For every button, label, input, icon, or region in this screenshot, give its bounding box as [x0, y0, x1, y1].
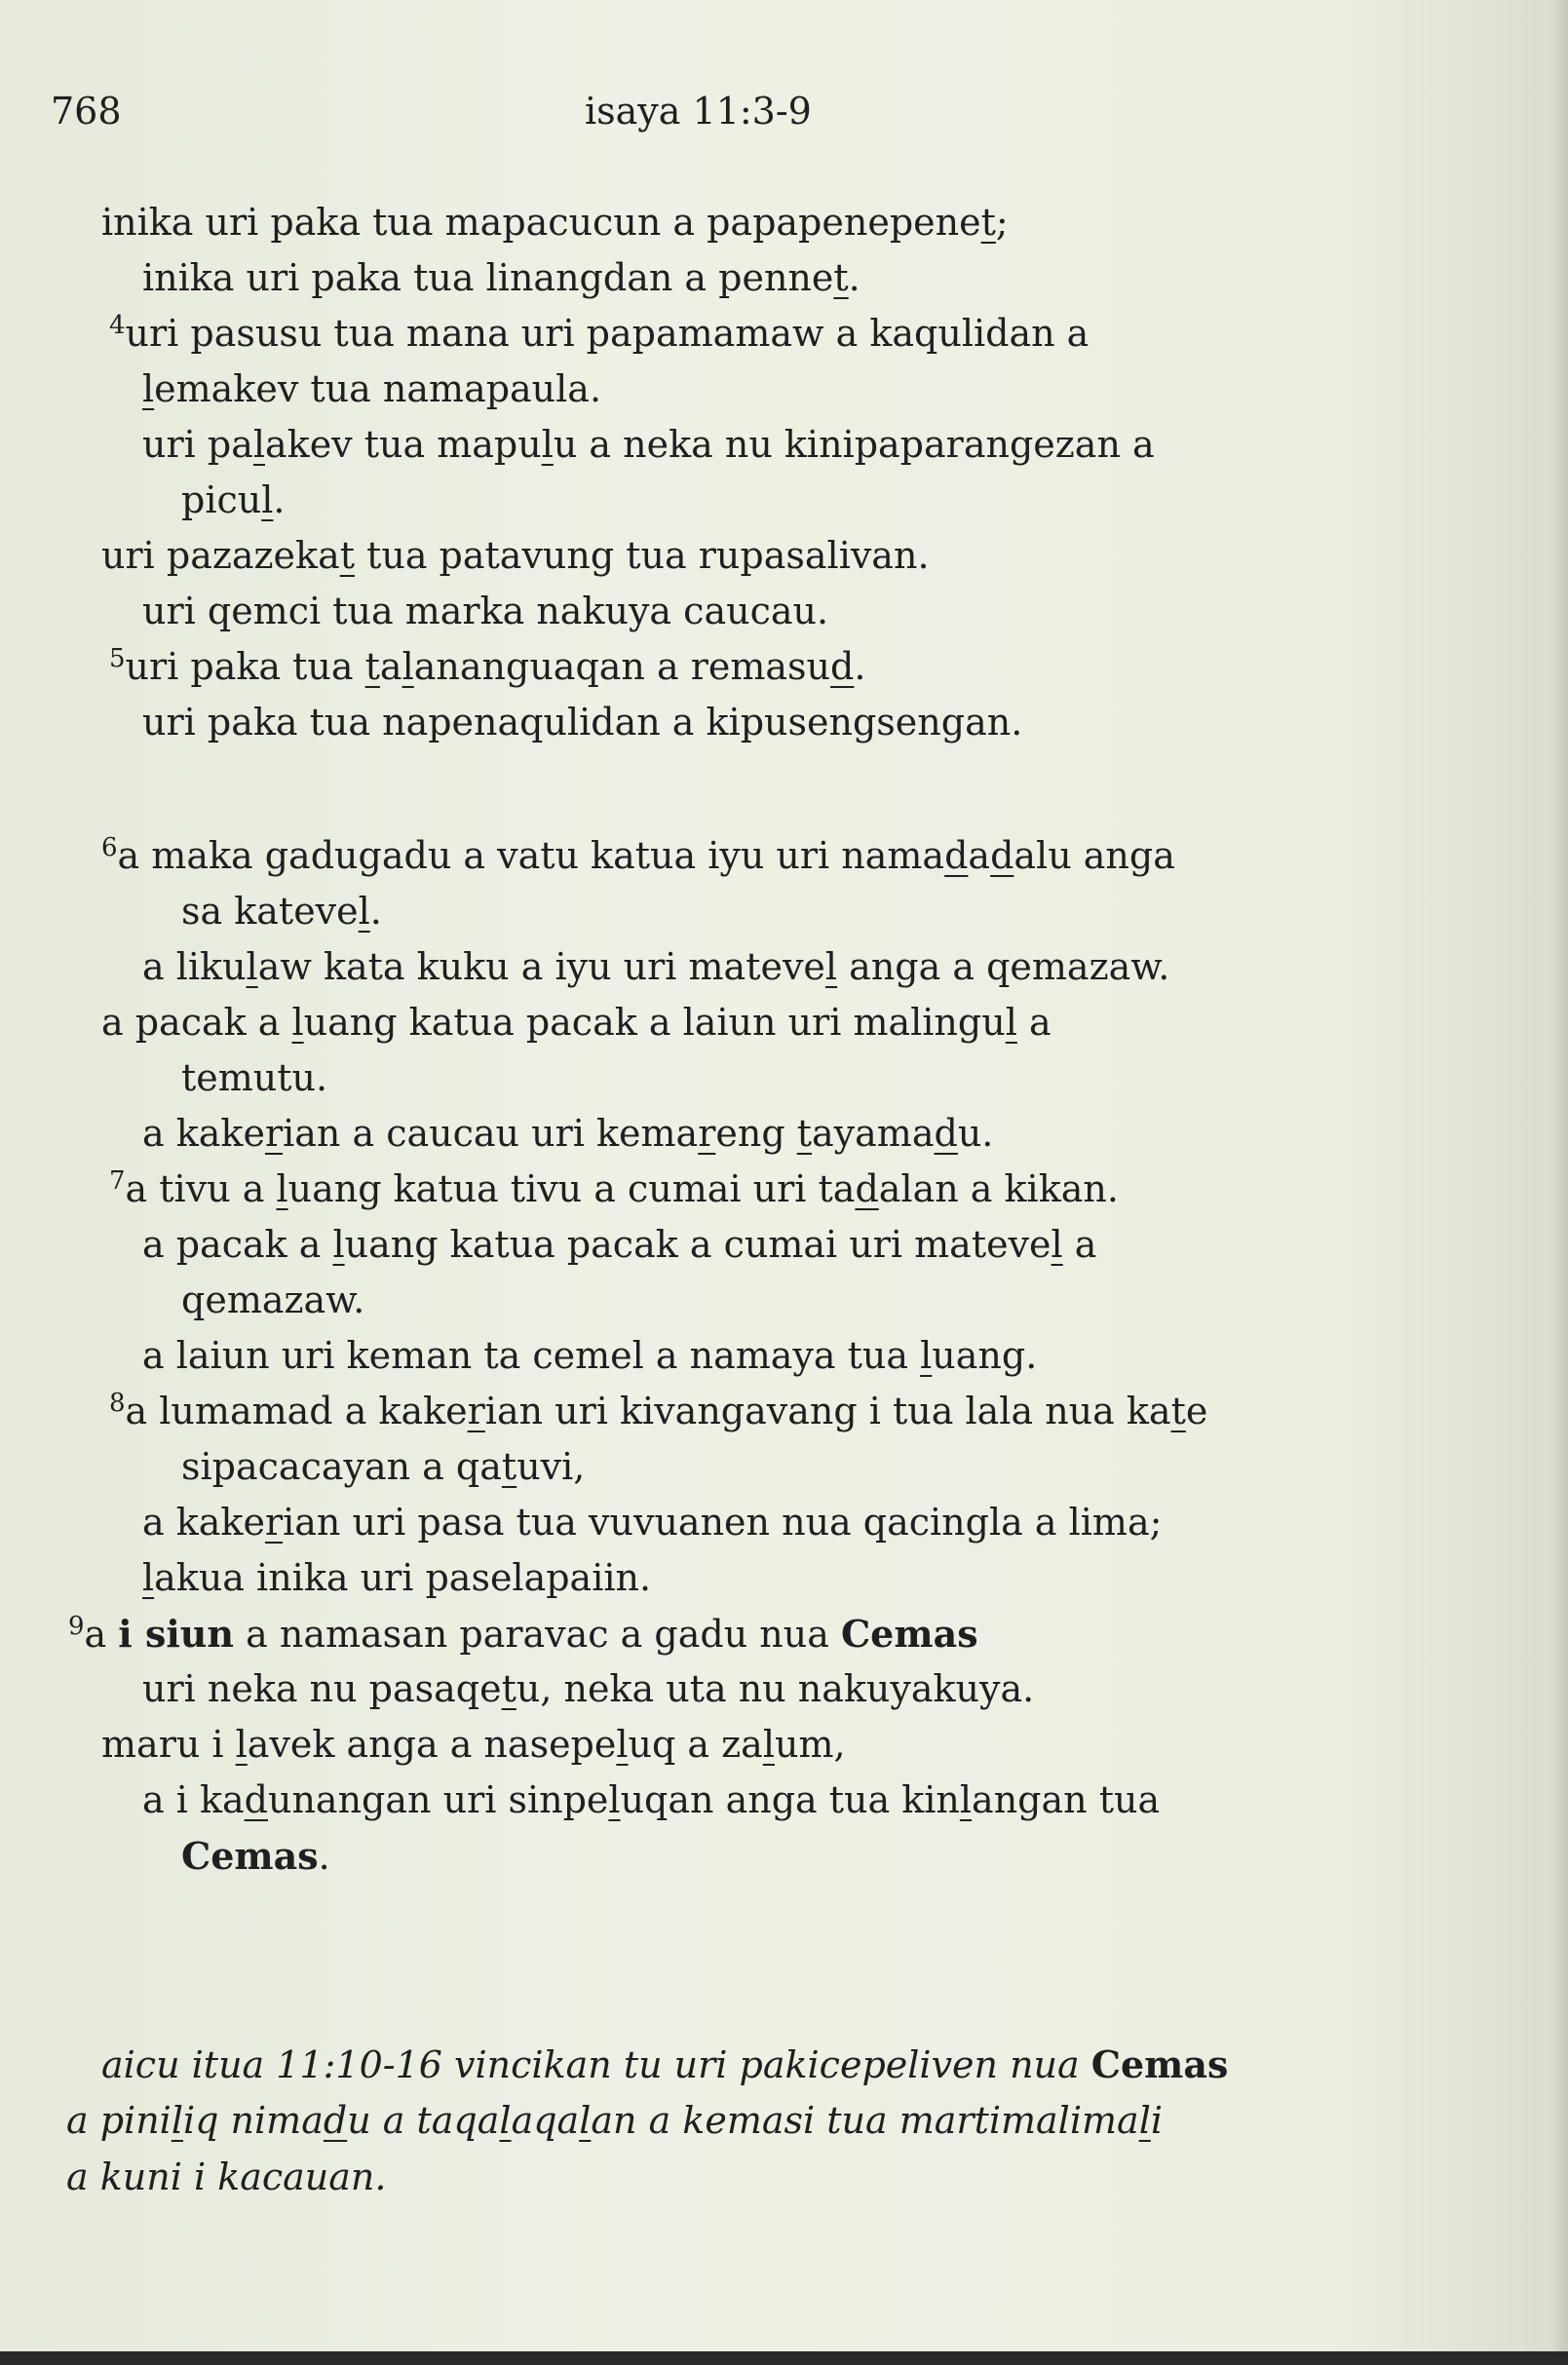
verse-8-line: $^8$a lumamad a kakerian uri kivangavang i tua lala nua kate — [109, 1389, 1208, 1432]
text-line: lemakev tua namapaula. — [142, 367, 602, 410]
text-line: a pacak a luang katua pacak a laiun uri malingul a — [101, 1001, 1052, 1044]
page-header — [51, 90, 928, 138]
verse-number: 4 — [109, 311, 126, 340]
text-line: uri palakev tua mapulu a neka nu kinipaparangezan a — [142, 423, 1155, 466]
text-line: uri neka nu pasaqetu, neka uta nu nakuyakuya. — [142, 1667, 1035, 1710]
text-line: a laiun uri keman ta cemel a namaya tua luang. — [142, 1334, 1038, 1377]
text-line: a i kadunangan uri sinpeluqan anga tua kinlangan tua — [142, 1778, 1161, 1821]
text-line: uri paka tua napenaqulidan a kipusengsengan. — [142, 701, 1023, 744]
text-line: qemazaw. — [181, 1278, 365, 1321]
text-line: uri pazazekat tua patavung tua rupasalivan. — [101, 534, 930, 577]
text-line: picul. — [181, 478, 286, 521]
verse-7-line: $^7$a tivu a luang katua tivu a cumai uri tadalan a kikan. — [109, 1166, 1119, 1210]
text-line: a likulaw kata kuku a iyu uri matevel anga a qemazaw. — [142, 945, 1170, 988]
text-line: Cemas. — [181, 1834, 330, 1878]
page-edge — [1552, 0, 1568, 2365]
text-line: a kakerian uri pasa tua vuvuanen nua qacingla a lima; — [142, 1501, 1163, 1544]
verse-9-line: $^9$a i siun a namasan paravac a gadu nua Cemas — [68, 1612, 978, 1656]
verse-number: 7 — [109, 1166, 126, 1196]
text-line: temutu. — [181, 1056, 328, 1099]
text-line: inika uri paka tua mapacucun a papapenepenet; — [101, 201, 1009, 244]
verse-number: 5 — [109, 644, 126, 673]
text-line: a pacak a luang katua pacak a cumai uri matevel a — [142, 1223, 1097, 1266]
verse-5-line: $^5$uri paka tua talananguaqan a remasud. — [109, 644, 866, 688]
page-bottom-edge — [0, 2351, 1568, 2365]
verse-4-line: $^4$uri pasusu tua mana uri papamamaw a kaqulidan a — [109, 311, 1090, 355]
text-line: inika uri paka tua linangdan a pennet. — [142, 256, 860, 299]
text-line: sipacacayan a qatuvi, — [181, 1445, 586, 1488]
text-line: maru i lavek anga a nasepeluq a zalum, — [101, 1723, 846, 1766]
running-head: isaya 11:3-9 — [585, 90, 812, 133]
verse-number: 9 — [68, 1612, 85, 1641]
page-number: 768 — [51, 90, 122, 133]
verse-6-line: $^6$a maka gadugadu a vatu katua iyu uri namadadalu anga — [101, 833, 1175, 877]
text-line: a kakerian a caucau uri kemareng tayamadu. — [142, 1112, 994, 1155]
text-line: sa katevel. — [181, 890, 382, 933]
section-note: a kuni i kacauan. — [66, 2155, 387, 2198]
text-line: uri qemci tua marka nakuya caucau. — [142, 590, 829, 632]
section-note: a piniliq nimadu a taqalaqalan a kemasi tua martimalimali — [66, 2099, 1163, 2142]
verse-number: 8 — [109, 1389, 126, 1418]
text-line: lakua inika uri paselapaiin. — [142, 1556, 652, 1599]
verse-number: 6 — [101, 833, 118, 862]
section-note: aicu itua 11:10-16 vincikan tu uri pakicepeliven nua Cemas — [101, 2042, 1229, 2086]
